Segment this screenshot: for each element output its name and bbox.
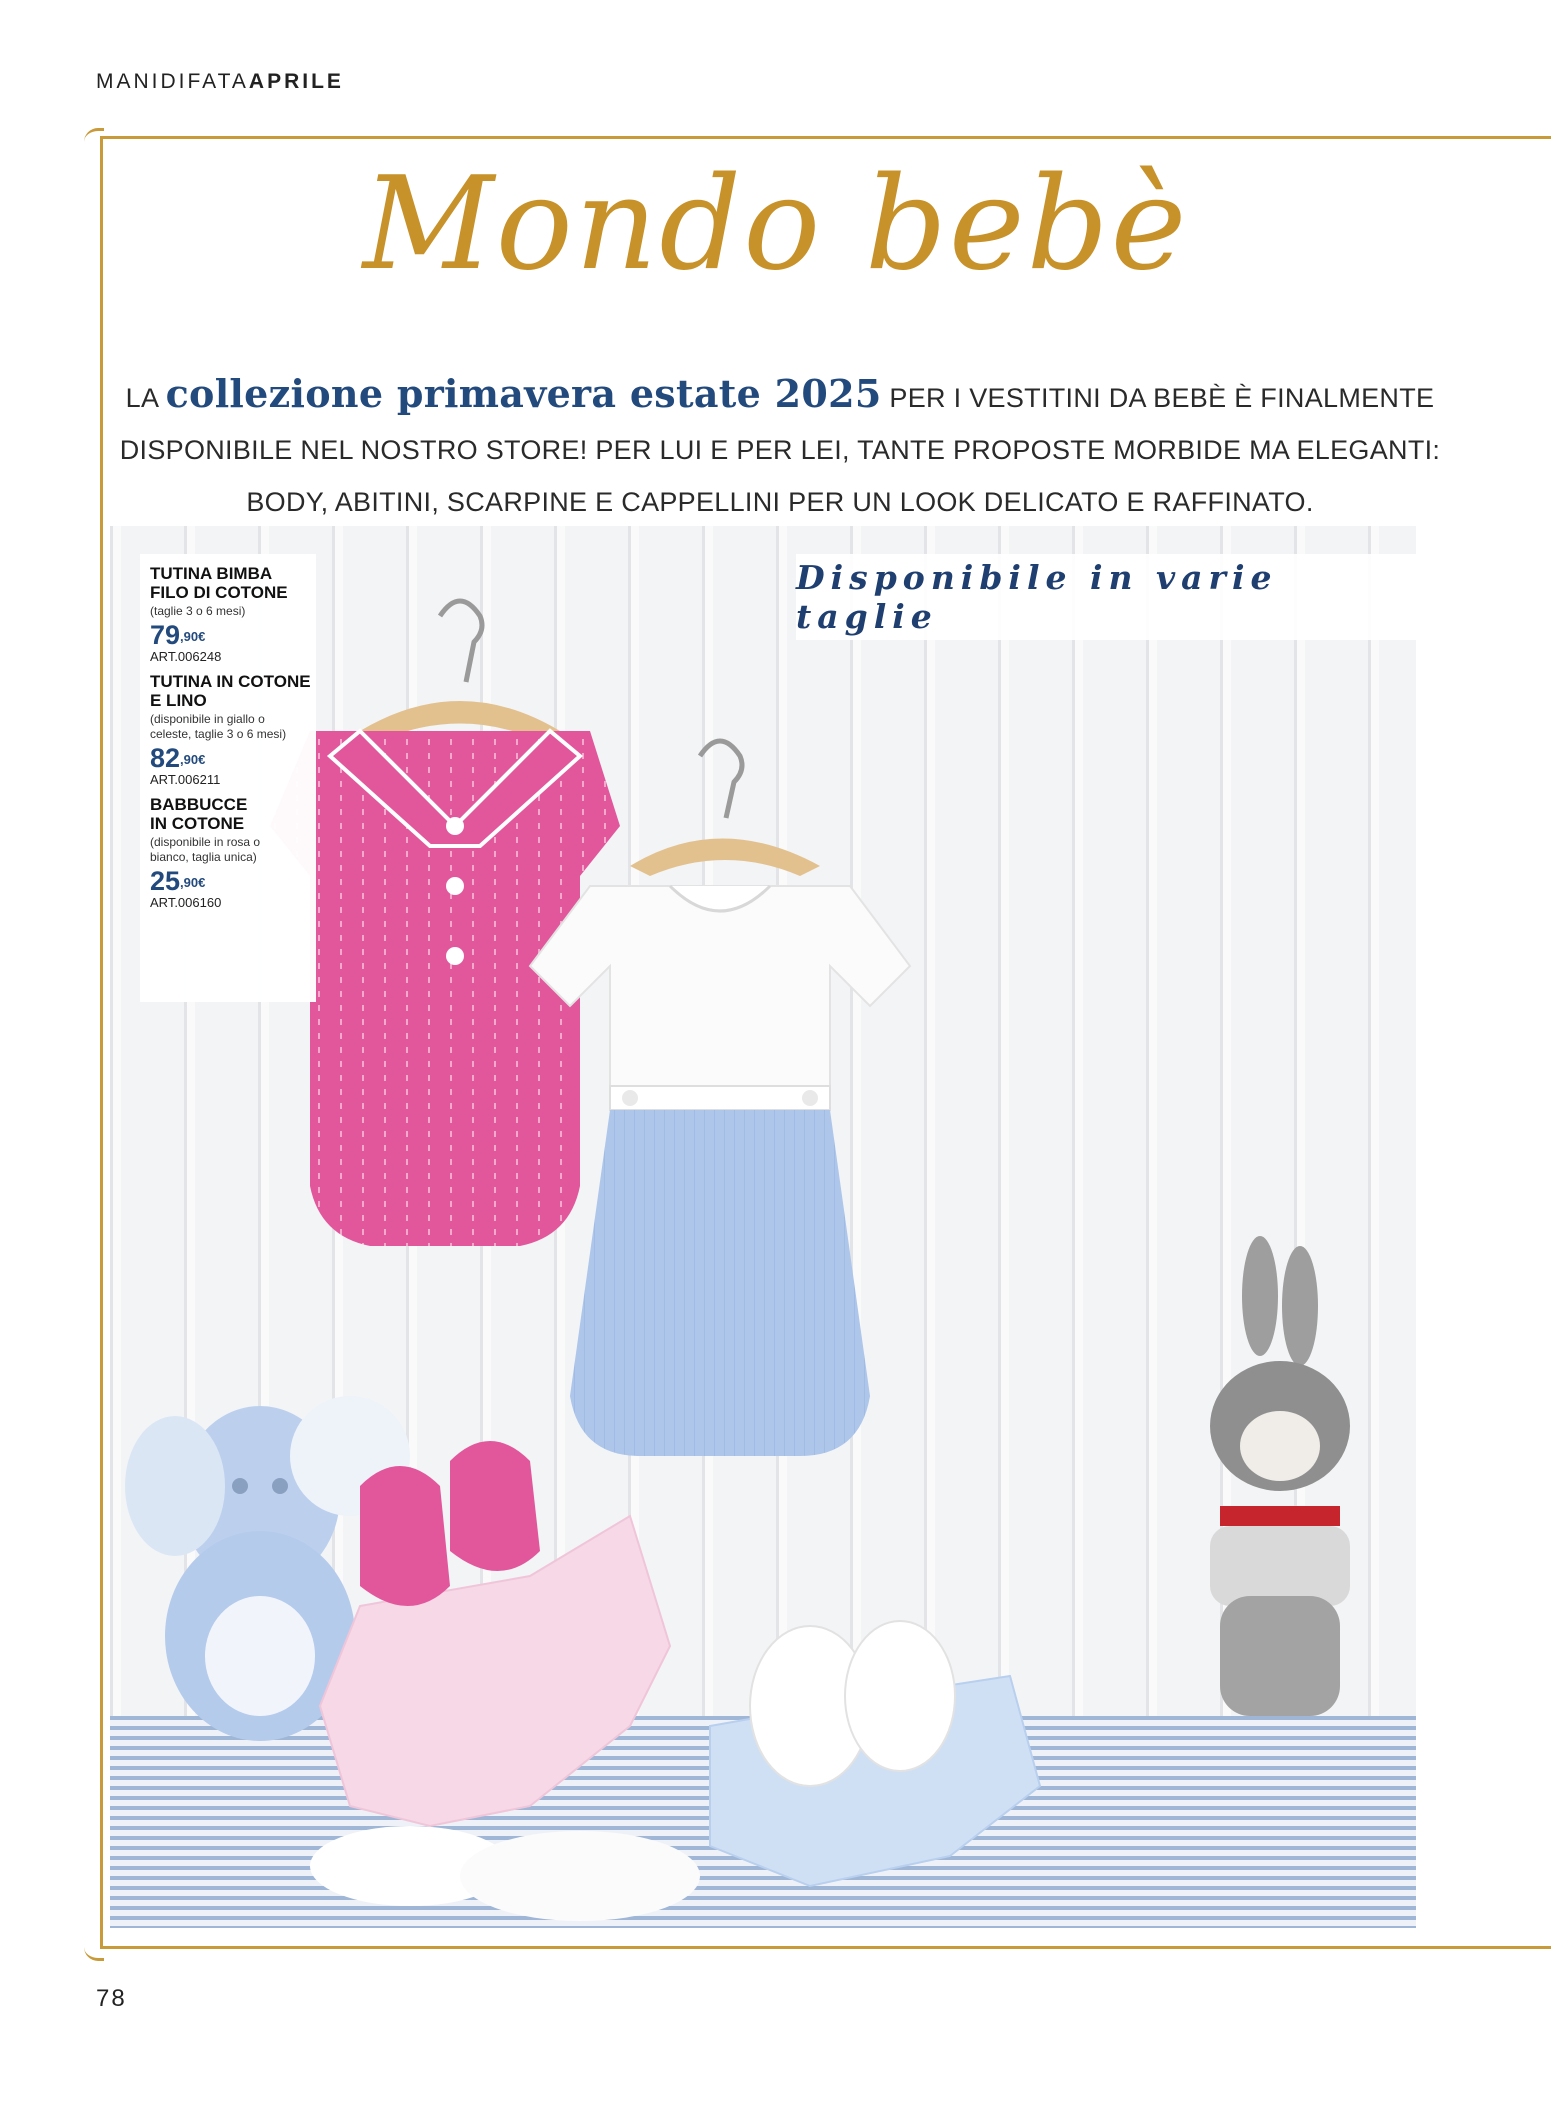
product-info-box bbox=[140, 554, 316, 1002]
price-integer: 25 bbox=[150, 866, 181, 896]
running-head bbox=[96, 70, 344, 94]
intro-text bbox=[110, 368, 1450, 528]
intro-line-2: DISPONIBILE NEL NOSTRO STORE! PER LUI E PER LEI, TANTE PROPOSTE MORBIDE MA ELEGANTI: bbox=[119, 435, 1441, 465]
product-entry bbox=[150, 672, 316, 787]
page-number: 78 bbox=[96, 1985, 127, 2012]
product-note: (taglie 3 o 6 mesi) bbox=[150, 604, 246, 618]
product-article-code: ART.006248 bbox=[150, 649, 222, 664]
product-entry bbox=[150, 795, 316, 910]
product-note: (disponibile in giallo o celeste, taglie 3 o 6 mesi) bbox=[150, 712, 287, 741]
intro-line-1-rest: PER I VESTITINI DA BEBÈ È FINALMENTE bbox=[889, 383, 1435, 413]
brand-name: MANIDIFATA bbox=[96, 70, 249, 93]
product-note: (disponibile in rosa o bianco, taglia unica) bbox=[150, 835, 261, 864]
frame-left-rule bbox=[100, 136, 103, 1946]
intro-prefix: LA bbox=[125, 383, 158, 413]
product-name: TUTINA IN COTONE E LINO bbox=[150, 672, 311, 710]
frame-corner-ornament bbox=[84, 1938, 104, 1961]
frame-bottom-rule bbox=[100, 1946, 1551, 1949]
price-integer: 82 bbox=[150, 743, 181, 773]
section-name: APRILE bbox=[248, 70, 344, 93]
price-integer: 79 bbox=[150, 620, 181, 650]
intro-highlight: collezione primavera estate 2025 bbox=[165, 371, 882, 416]
intro-line-1 bbox=[110, 368, 1450, 424]
frame-corner-ornament bbox=[84, 128, 104, 151]
product-entry bbox=[150, 564, 316, 664]
product-article-code: ART.006211 bbox=[150, 772, 221, 787]
product-price bbox=[150, 867, 316, 895]
price-decimal: ,90€ bbox=[180, 752, 206, 767]
product-price bbox=[150, 744, 316, 772]
product-price bbox=[150, 621, 316, 649]
product-name: BABBUCCE IN COTONE bbox=[150, 795, 248, 833]
price-decimal: ,90€ bbox=[180, 875, 206, 890]
page-title: Mondo bebè bbox=[362, 150, 1189, 299]
price-decimal: ,90€ bbox=[180, 629, 206, 644]
product-article-code: ART.006160 bbox=[150, 895, 222, 910]
availability-banner: Disponibile in varie taglie bbox=[796, 554, 1416, 640]
frame-top-rule bbox=[100, 136, 1551, 139]
intro-line-3: BODY, ABITINI, SCARPINE E CAPPELLINI PER UN LOOK DELICATO E RAFFINATO. bbox=[246, 487, 1314, 517]
product-name: TUTINA BIMBA FILO DI COTONE bbox=[150, 564, 288, 602]
